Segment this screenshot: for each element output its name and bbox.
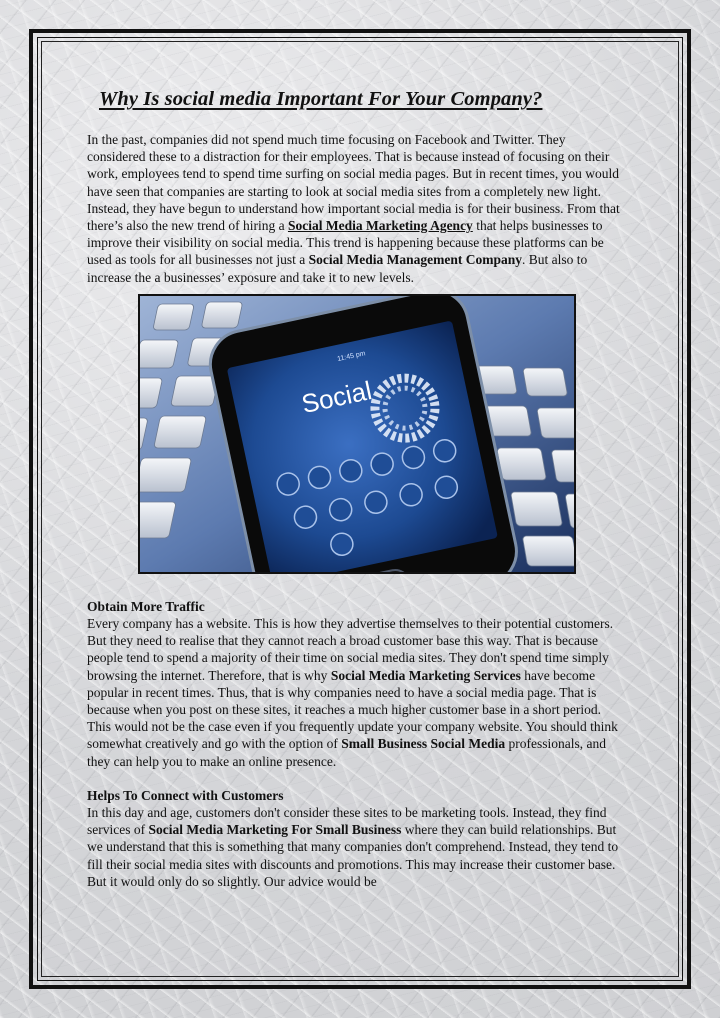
article bbox=[87, 88, 627, 890]
traffic-text-2: have become popular in recent times. Thus, that is why companies need to have a social media page. That is because when you post on these sites, it reaches a much higher customer base in a short period. This would not be the case even if you frequently update your company website. You should think somewhat creatively and go with the option of bbox=[87, 667, 618, 752]
intro-text-3: . But also to increase the a businesses’ exposure and take it to new levels. bbox=[87, 252, 588, 285]
customers-paragraph bbox=[87, 804, 627, 890]
intro-paragraph bbox=[87, 131, 627, 286]
screen-word: Social bbox=[298, 374, 375, 419]
traffic-bold-2: Small Business Social Media bbox=[341, 736, 506, 752]
status-time: 11:45 pm bbox=[336, 350, 367, 363]
intro-bold-1: Social Media Management Company bbox=[308, 252, 522, 268]
traffic-text-1: Every company has a website. This is how they advertise themselves to their potential customers. But they need to realise that they cannot reach a broad customer base this way. That is because people tend to spend a majority of their time on social media sites. They don't spend time simply browsing the internet. Therefore, that is why bbox=[87, 616, 614, 683]
social-media-marketing-agency-link[interactable]: Social Media Marketing Agency bbox=[287, 218, 473, 234]
traffic-text-3: professionals, and they can help you to make an online presence. bbox=[87, 736, 606, 769]
traffic-bold-1: Social Media Marketing Services bbox=[330, 667, 521, 683]
article-title: Why Is social media Important For Your Company? bbox=[99, 88, 543, 110]
customers-text-1: In this day and age, customers don't consider these sites to be marketing tools. Instead, they find services of bbox=[87, 805, 607, 838]
customers-text-2: where they can build relationships. But we understand that this is something that many companies don't comprehend. Instead, they tend to fill their social media sites with discounts and promotions. This may increase their customer base. But it would only do so slightly. Our advice would be bbox=[87, 822, 619, 889]
intro-text-1: In the past, companies did not spend much time focusing on Facebook and Twitter. They considered these to a distraction for their employees. That is because instead of focusing on their work, employees tend to spend time surfing on social media pages. But in recent times, you would have seen that companies are starting to look at social media sites from a completely new light. Instead, they have begun to understand how important social media is for their business. From that there’s also the new trend of hiring a bbox=[87, 132, 620, 234]
social-phone-image bbox=[138, 294, 576, 574]
section-heading-customers: Helps To Connect with Customers bbox=[87, 787, 284, 803]
traffic-paragraph bbox=[87, 615, 627, 770]
section-heading-traffic: Obtain More Traffic bbox=[87, 598, 205, 614]
intro-text-2: that helps businesses to improve their visibility on social media. This trend is happening because these platforms can be used as tools for all businesses not just a bbox=[87, 218, 604, 268]
customers-bold-1: Social Media Marketing For Small Business bbox=[148, 822, 402, 838]
